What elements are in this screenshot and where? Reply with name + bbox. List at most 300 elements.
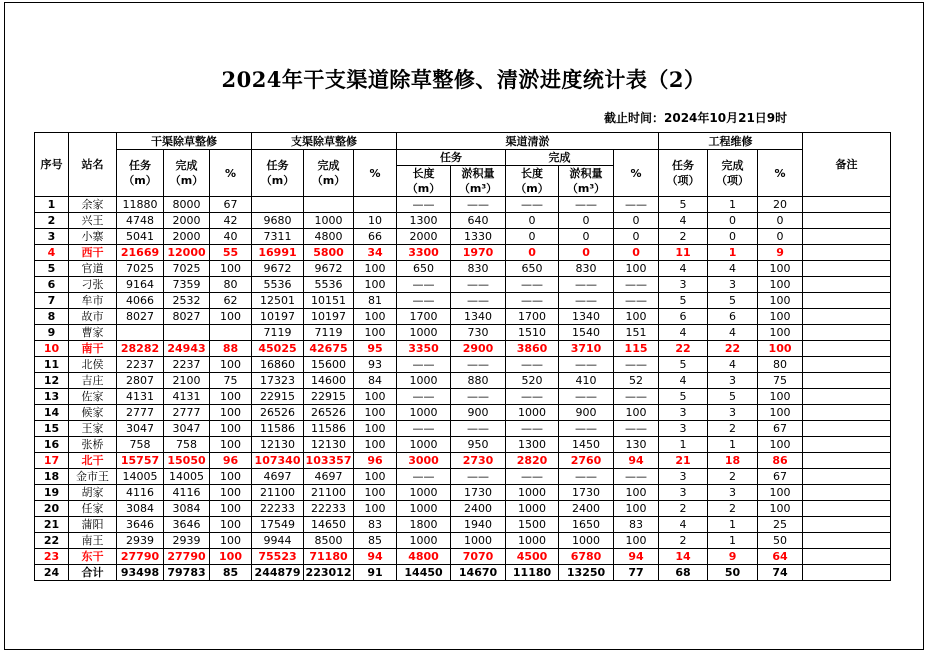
cell-q-pct: 0 (614, 229, 659, 245)
cell-q-task-length: 1000 (397, 437, 451, 453)
cell-g-pct: 55 (210, 245, 252, 261)
header-unit: （m） (311, 174, 346, 187)
cell-q-task-length: 1000 (397, 485, 451, 501)
cell-e-done: 3 (708, 405, 758, 421)
cell-e-task: 3 (659, 485, 708, 501)
cell-seq: 7 (35, 293, 69, 309)
table-row (35, 469, 891, 485)
cell-z-task: 17549 (252, 517, 304, 533)
cell-station: 官道 (69, 261, 117, 277)
cell-z-pct: 10 (354, 213, 397, 229)
cell-g-pct: 80 (210, 277, 252, 293)
cell-z-task: 26526 (252, 405, 304, 421)
cutoff-time: 截止时间：2024年10月21日9时 (604, 111, 788, 125)
cell-e-done: 4 (708, 325, 758, 341)
cell-e-pct: 50 (758, 533, 803, 549)
cell-z-done: 10197 (304, 309, 354, 325)
cell-e-pct: 100 (758, 261, 803, 277)
progress-table (34, 132, 891, 581)
cell-station: 西干 (69, 245, 117, 261)
cell-remark (803, 261, 891, 277)
cell-q-done-length: 0 (506, 213, 559, 229)
cell-g-pct: 100 (210, 421, 252, 437)
cell-z-done: 8500 (304, 533, 354, 549)
cell-g-done: 7025 (164, 261, 210, 277)
cell-q-done-volume: 0 (559, 229, 614, 245)
cell-q-pct: —— (614, 469, 659, 485)
cell-z-done: 11586 (304, 421, 354, 437)
cell-remark (803, 437, 891, 453)
cell-remark (803, 517, 891, 533)
header-label: 完成 (175, 159, 198, 172)
cell-z-done: 1000 (304, 213, 354, 229)
table-row (35, 565, 891, 581)
cell-seq: 16 (35, 437, 69, 453)
cell-station: 牟市 (69, 293, 117, 309)
cell-remark (803, 357, 891, 373)
cell-g-done: 27790 (164, 549, 210, 565)
header-z-done (304, 150, 354, 197)
cell-z-pct: 100 (354, 309, 397, 325)
cell-remark (803, 373, 891, 389)
cell-z-pct: 84 (354, 373, 397, 389)
cell-g-task: 4131 (117, 389, 164, 405)
header-label: 长度 (412, 167, 435, 180)
cell-e-task: 11 (659, 245, 708, 261)
cell-g-pct: 40 (210, 229, 252, 245)
cell-e-done: 0 (708, 213, 758, 229)
cell-z-done: 22233 (304, 501, 354, 517)
cell-z-task: 107340 (252, 453, 304, 469)
cell-q-done-length: —— (506, 421, 559, 437)
cell-q-done-length: 1700 (506, 309, 559, 325)
cell-remark (803, 565, 891, 581)
cell-z-pct: 34 (354, 245, 397, 261)
cell-z-task: 16860 (252, 357, 304, 373)
cell-e-task: 4 (659, 261, 708, 277)
cell-z-done: 5536 (304, 277, 354, 293)
cell-g-done: 8027 (164, 309, 210, 325)
header-unit: （m） (123, 174, 157, 187)
cell-q-task-length: 1300 (397, 213, 451, 229)
cell-z-task: 9680 (252, 213, 304, 229)
table-row (35, 421, 891, 437)
cell-e-pct: 74 (758, 565, 803, 581)
cell-g-task (117, 325, 164, 341)
cell-e-task: 4 (659, 325, 708, 341)
cell-z-done: 223012 (304, 565, 354, 581)
cell-station: 候家 (69, 405, 117, 421)
cell-q-task-volume: 950 (451, 437, 506, 453)
cell-z-pct: 100 (354, 389, 397, 405)
cell-remark (803, 533, 891, 549)
cell-z-task: 7119 (252, 325, 304, 341)
cell-q-pct: 0 (614, 213, 659, 229)
cell-q-task-volume: 900 (451, 405, 506, 421)
cell-g-task: 3047 (117, 421, 164, 437)
table-row (35, 549, 891, 565)
cell-g-pct: 96 (210, 453, 252, 469)
cell-q-pct: 100 (614, 501, 659, 517)
cell-remark (803, 229, 891, 245)
cell-seq: 20 (35, 501, 69, 517)
cell-g-done: 3084 (164, 501, 210, 517)
cell-g-pct: 88 (210, 341, 252, 357)
cell-g-done: 7359 (164, 277, 210, 293)
cell-seq: 23 (35, 549, 69, 565)
cell-remark (803, 453, 891, 469)
cell-g-pct: 100 (210, 437, 252, 453)
header-label: 完成 (317, 159, 340, 172)
cell-z-task: 9944 (252, 533, 304, 549)
cell-z-task: 17323 (252, 373, 304, 389)
cell-q-task-length: 1000 (397, 325, 451, 341)
cell-q-pct: 94 (614, 549, 659, 565)
table-body (35, 197, 891, 581)
cell-q-task-length: —— (397, 389, 451, 405)
cell-e-done: 6 (708, 309, 758, 325)
cell-remark (803, 485, 891, 501)
cell-q-task-length: 650 (397, 261, 451, 277)
cell-e-pct: 0 (758, 229, 803, 245)
cell-q-task-length: 1000 (397, 533, 451, 549)
header-unit: （m） (406, 182, 441, 195)
cell-q-task-length: —— (397, 277, 451, 293)
cell-e-pct: 100 (758, 389, 803, 405)
table-row (35, 197, 891, 213)
cell-e-pct: 100 (758, 341, 803, 357)
cell-g-done: 758 (164, 437, 210, 453)
header-label: 任务 (672, 159, 695, 172)
cell-e-task: 5 (659, 357, 708, 373)
cell-q-task-volume: 1730 (451, 485, 506, 501)
cell-station: 合计 (69, 565, 117, 581)
table-row (35, 453, 891, 469)
cell-g-pct: 100 (210, 261, 252, 277)
header-q-done-length (506, 166, 559, 197)
header-q-done-volume (559, 166, 614, 197)
cell-g-pct: 62 (210, 293, 252, 309)
table-row (35, 501, 891, 517)
cell-z-task: 16991 (252, 245, 304, 261)
cell-q-task-length: —— (397, 197, 451, 213)
cell-station: 吉庄 (69, 373, 117, 389)
cell-q-task-volume: 1940 (451, 517, 506, 533)
cell-q-done-length: —— (506, 357, 559, 373)
cell-e-task: 2 (659, 533, 708, 549)
cell-g-done: 2000 (164, 229, 210, 245)
cell-q-done-length: 520 (506, 373, 559, 389)
cell-e-done: 3 (708, 277, 758, 293)
cell-q-pct: —— (614, 389, 659, 405)
cell-g-done: 4131 (164, 389, 210, 405)
header-label: 淤积量 (569, 167, 603, 180)
cell-remark (803, 421, 891, 437)
cell-remark (803, 197, 891, 213)
cell-z-pct: 95 (354, 341, 397, 357)
cell-q-done-volume: 410 (559, 373, 614, 389)
cell-q-pct: —— (614, 277, 659, 293)
cell-seq: 9 (35, 325, 69, 341)
header-q-done: 完成 (506, 150, 614, 166)
cell-z-pct: 83 (354, 517, 397, 533)
header-unit: （m） (260, 174, 295, 187)
cell-q-task-volume: —— (451, 357, 506, 373)
cell-q-done-length: 650 (506, 261, 559, 277)
cell-q-task-volume: 1330 (451, 229, 506, 245)
cell-z-pct: 93 (354, 357, 397, 373)
cell-e-task: 6 (659, 309, 708, 325)
cell-g-pct: 85 (210, 565, 252, 581)
cell-q-task-volume: 2400 (451, 501, 506, 517)
table-row (35, 437, 891, 453)
cell-g-task: 3646 (117, 517, 164, 533)
cell-g-pct: 100 (210, 517, 252, 533)
cell-z-pct: 81 (354, 293, 397, 309)
table-row (35, 325, 891, 341)
cell-q-done-volume: 13250 (559, 565, 614, 581)
cell-seq: 10 (35, 341, 69, 357)
cell-station: 南王 (69, 533, 117, 549)
header-main-canal: 干渠除草整修 (117, 133, 252, 150)
cell-q-done-length: —— (506, 277, 559, 293)
cell-q-pct: 130 (614, 437, 659, 453)
cell-e-pct: 75 (758, 373, 803, 389)
cell-q-done-length: 2820 (506, 453, 559, 469)
cell-seq: 5 (35, 261, 69, 277)
cell-e-pct: 25 (758, 517, 803, 533)
header-label: 完成 (721, 159, 744, 172)
cell-remark (803, 405, 891, 421)
cell-seq: 18 (35, 469, 69, 485)
header-unit: （m³） (458, 182, 498, 195)
cell-e-pct: 100 (758, 501, 803, 517)
cell-q-pct: 94 (614, 453, 659, 469)
cell-g-task: 5041 (117, 229, 164, 245)
cell-g-pct: 100 (210, 309, 252, 325)
cell-seq: 2 (35, 213, 69, 229)
cell-q-done-volume: 0 (559, 213, 614, 229)
cell-q-pct: 100 (614, 405, 659, 421)
cell-z-task: 12501 (252, 293, 304, 309)
cell-q-task-volume: 830 (451, 261, 506, 277)
cell-e-pct: 80 (758, 357, 803, 373)
cell-q-task-length: 1000 (397, 501, 451, 517)
cell-e-task: 4 (659, 373, 708, 389)
cell-e-done: 1 (708, 437, 758, 453)
cell-z-task: 21100 (252, 485, 304, 501)
cell-seq: 6 (35, 277, 69, 293)
table-row (35, 309, 891, 325)
header-z-task (252, 150, 304, 197)
cell-q-task-volume: 2900 (451, 341, 506, 357)
cell-q-task-volume: —— (451, 469, 506, 485)
cell-e-pct: 64 (758, 549, 803, 565)
cell-seq: 14 (35, 405, 69, 421)
header-unit: （项） (666, 174, 700, 187)
cell-q-task-volume: —— (451, 421, 506, 437)
cell-g-pct: 100 (210, 405, 252, 421)
cell-e-task: 3 (659, 421, 708, 437)
cell-q-done-length: —— (506, 293, 559, 309)
cell-q-task-volume: 7070 (451, 549, 506, 565)
cell-q-task-volume: 1970 (451, 245, 506, 261)
cell-q-task-volume: —— (451, 389, 506, 405)
cell-remark (803, 309, 891, 325)
cell-station: 任家 (69, 501, 117, 517)
cell-q-pct: —— (614, 421, 659, 437)
cell-z-done: 42675 (304, 341, 354, 357)
cell-z-done: 9672 (304, 261, 354, 277)
cell-e-done: 0 (708, 229, 758, 245)
cell-remark (803, 341, 891, 357)
cell-g-task: 27790 (117, 549, 164, 565)
cell-e-task: 5 (659, 389, 708, 405)
cell-q-done-volume: 1000 (559, 533, 614, 549)
header-e-pct: % (758, 150, 803, 197)
cell-g-done: 24943 (164, 341, 210, 357)
cell-e-done: 1 (708, 533, 758, 549)
cell-e-task: 3 (659, 277, 708, 293)
cell-e-done: 2 (708, 421, 758, 437)
cell-z-pct: 100 (354, 469, 397, 485)
cell-e-done: 18 (708, 453, 758, 469)
cell-q-task-length: 3000 (397, 453, 451, 469)
table-row (35, 389, 891, 405)
cell-z-task: 22233 (252, 501, 304, 517)
cell-q-task-length: 3350 (397, 341, 451, 357)
table-row (35, 213, 891, 229)
cell-station: 南干 (69, 341, 117, 357)
cell-seq: 19 (35, 485, 69, 501)
cell-q-done-length: 0 (506, 245, 559, 261)
header-label: 任务 (129, 159, 151, 172)
cell-g-task: 758 (117, 437, 164, 453)
cell-q-pct: 77 (614, 565, 659, 581)
cell-z-done: 26526 (304, 405, 354, 421)
cell-q-pct: —— (614, 293, 659, 309)
cell-z-task: 244879 (252, 565, 304, 581)
cell-seq: 13 (35, 389, 69, 405)
cell-q-task-length: 1800 (397, 517, 451, 533)
cell-seq: 8 (35, 309, 69, 325)
cell-z-pct: 100 (354, 501, 397, 517)
cell-z-task: 45025 (252, 341, 304, 357)
header-q-task: 任务 (397, 150, 506, 166)
cell-e-pct: 100 (758, 405, 803, 421)
cell-z-task: 11586 (252, 421, 304, 437)
cell-z-done: 14600 (304, 373, 354, 389)
cell-station: 刁张 (69, 277, 117, 293)
cell-z-task: 9672 (252, 261, 304, 277)
cell-e-task: 4 (659, 517, 708, 533)
cell-station: 北干 (69, 453, 117, 469)
cell-q-done-length: 1000 (506, 533, 559, 549)
table-row (35, 485, 891, 501)
cell-e-task: 14 (659, 549, 708, 565)
cell-q-task-volume: 2730 (451, 453, 506, 469)
cell-station: 余家 (69, 197, 117, 213)
cell-q-task-volume: 1340 (451, 309, 506, 325)
cell-q-task-length: —— (397, 421, 451, 437)
cell-q-done-volume: —— (559, 469, 614, 485)
cell-q-done-volume: —— (559, 277, 614, 293)
cell-q-done-volume: 1540 (559, 325, 614, 341)
header-q-task-length (397, 166, 451, 197)
table-row (35, 517, 891, 533)
cell-seq: 15 (35, 421, 69, 437)
cell-g-done: 15050 (164, 453, 210, 469)
cell-seq: 3 (35, 229, 69, 245)
cell-e-task: 5 (659, 197, 708, 213)
cell-g-done: 2939 (164, 533, 210, 549)
cell-e-done: 5 (708, 293, 758, 309)
cell-q-done-volume: 6780 (559, 549, 614, 565)
cell-z-done: 5800 (304, 245, 354, 261)
cell-q-done-volume: —— (559, 421, 614, 437)
cell-e-task: 1 (659, 437, 708, 453)
header-station: 站名 (69, 133, 117, 197)
cell-z-pct: 100 (354, 437, 397, 453)
cell-z-task: 10197 (252, 309, 304, 325)
cell-g-task: 93498 (117, 565, 164, 581)
cell-q-pct: 0 (614, 245, 659, 261)
cell-g-pct: 100 (210, 533, 252, 549)
cell-g-pct: 100 (210, 549, 252, 565)
cell-q-done-volume: 830 (559, 261, 614, 277)
cell-station: 胡家 (69, 485, 117, 501)
cell-q-task-length: 4800 (397, 549, 451, 565)
cell-q-done-length: 0 (506, 229, 559, 245)
cell-z-pct: 100 (354, 325, 397, 341)
cell-remark (803, 277, 891, 293)
cell-seq: 21 (35, 517, 69, 533)
cell-g-task: 11880 (117, 197, 164, 213)
cell-remark (803, 549, 891, 565)
cell-g-done: 2100 (164, 373, 210, 389)
cell-q-done-volume: 2760 (559, 453, 614, 469)
cell-g-task: 9164 (117, 277, 164, 293)
cell-q-done-volume: 900 (559, 405, 614, 421)
cell-q-done-length: 4500 (506, 549, 559, 565)
cell-q-done-length: 1300 (506, 437, 559, 453)
cell-e-task: 2 (659, 501, 708, 517)
cell-z-pct: 100 (354, 485, 397, 501)
cell-q-task-length: 14450 (397, 565, 451, 581)
table-row (35, 229, 891, 245)
cell-e-done: 1 (708, 197, 758, 213)
cell-e-task: 3 (659, 469, 708, 485)
cell-q-done-length: 1000 (506, 485, 559, 501)
cell-e-pct: 100 (758, 293, 803, 309)
cell-e-pct: 100 (758, 309, 803, 325)
cell-z-pct: 100 (354, 405, 397, 421)
cell-q-done-volume: —— (559, 197, 614, 213)
header-unit: （项） (716, 174, 750, 187)
cell-e-task: 3 (659, 405, 708, 421)
cell-e-pct: 100 (758, 325, 803, 341)
table-row (35, 261, 891, 277)
cell-e-pct: 20 (758, 197, 803, 213)
cell-e-done: 1 (708, 245, 758, 261)
cell-remark (803, 293, 891, 309)
header-branch-canal: 支渠除草整修 (252, 133, 397, 150)
cell-z-pct (354, 197, 397, 213)
cell-g-task: 14005 (117, 469, 164, 485)
header-z-pct: % (354, 150, 397, 197)
cell-e-pct: 100 (758, 277, 803, 293)
cell-e-done: 4 (708, 357, 758, 373)
